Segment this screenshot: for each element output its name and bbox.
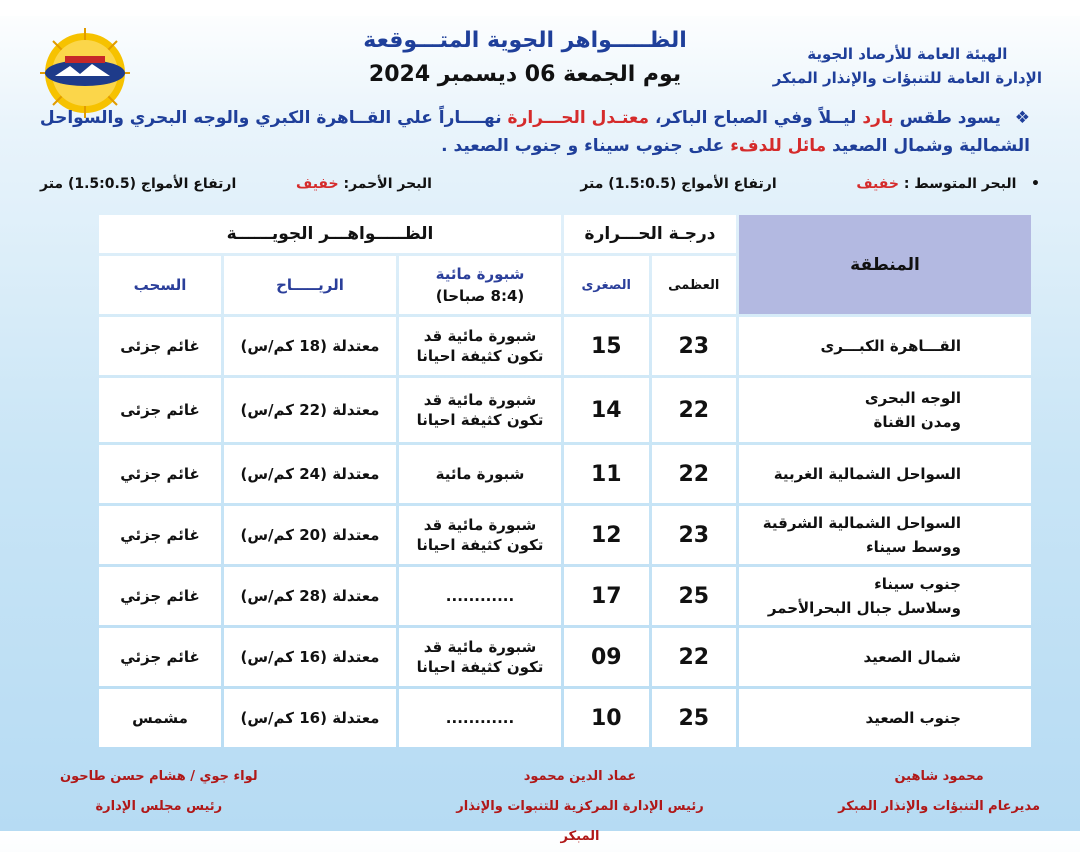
min-temp: 17: [564, 567, 649, 625]
fog-header-title: شبورة مائية: [435, 265, 525, 283]
summary-temp: معتـدل الحـــرارة: [507, 108, 650, 128]
fog-text-2: تكون كثيفة احيانا: [416, 658, 544, 676]
table-header-row: [99, 215, 1031, 253]
fog-cell: [399, 628, 561, 686]
signatory-name: محمود شاهين: [894, 769, 984, 784]
region-name: القـــاهرة الكبـــرى: [820, 337, 961, 355]
bullet-icon: •: [1021, 176, 1040, 192]
sea-label: البحر الأحمر:: [343, 176, 432, 192]
diamond-bullet-icon: ❖: [1014, 108, 1030, 128]
fog-cell: [399, 506, 561, 564]
table-row: [99, 628, 1031, 686]
region-name-2: ومدن القناة: [873, 413, 961, 431]
max-temp: 22: [652, 378, 737, 442]
signature-center: [440, 762, 720, 852]
table-row: [99, 378, 1031, 442]
signatory-name: لواء جوي / هشام حسن طاحون: [60, 769, 258, 784]
region-name: السواحل الشمالية الشرقية: [762, 514, 961, 532]
sea-label: البحر المتوسط :: [903, 176, 1017, 192]
region-name-2: ووسط سيناء: [866, 538, 961, 556]
forecast-date: يوم الجمعة 06 ديسمبر 2024: [368, 62, 682, 87]
clouds-cell: غائم جزئي: [99, 567, 221, 625]
department-name: الإدارة العامة للتنبؤات والإنذار المبكر: [772, 69, 1042, 87]
region-cell: [739, 628, 1031, 686]
fog-header-time: (8:4 صباحا): [435, 287, 525, 305]
region-name: السواحل الشمالية الغربية: [773, 465, 961, 483]
fog-cell: ............: [399, 689, 561, 747]
organization-name: الهيئة العامة للأرصاد الجوية: [807, 45, 1008, 63]
clouds-header: السحب: [99, 256, 221, 314]
phenomena-header: الظـــــواهـــر الجويــــــة: [99, 215, 561, 253]
region-cell: [739, 506, 1031, 564]
summary-text: نهــــاراً علي القــاهرة الكبري والوجه البحري والسواحل الشمالية وشمال الصعيد: [39, 108, 1030, 156]
min-temp: 11: [564, 445, 649, 503]
mediterranean-sea-status: [580, 176, 1040, 192]
table-row: [99, 567, 1031, 625]
fog-cell: [399, 378, 561, 442]
sea-state: خفيف: [856, 176, 899, 192]
min-temp: 12: [564, 506, 649, 564]
wind-cell: معتدلة (16 كم/س): [224, 689, 396, 747]
max-temp: 25: [652, 567, 737, 625]
weather-summary: [30, 104, 1030, 160]
fog-text-2: تكون كثيفة احيانا: [416, 536, 544, 554]
region-cell: [739, 567, 1031, 625]
page-title: الظـــــواهر الجوية المتـــوقعة: [363, 28, 687, 53]
clouds-cell: غائم جزئى: [99, 317, 221, 375]
fog-text: شبورة مائية قد: [423, 516, 537, 534]
clouds-cell: غائم جزئى: [99, 378, 221, 442]
signatory-title: رئيس الإدارة المركزية للتنبوات والإنذار المبكر: [456, 799, 704, 844]
clouds-cell: غائم جزئي: [99, 506, 221, 564]
signatory-title: رئيس مجلس الإدارة: [95, 799, 223, 814]
min-temp: 15: [564, 317, 649, 375]
signatory-name: عماد الدين محمود: [523, 769, 637, 784]
region-cell: [739, 378, 1031, 442]
min-temp: 14: [564, 378, 649, 442]
wave-height: ارتفاع الأمواج (1.5:0.5) متر: [580, 176, 777, 192]
clouds-cell: غائم جزئي: [99, 628, 221, 686]
table-row: [99, 445, 1031, 503]
table-row: [99, 317, 1031, 375]
min-temp: 09: [564, 628, 649, 686]
table-row: [99, 506, 1031, 564]
wind-cell: معتدلة (16 كم/س): [224, 628, 396, 686]
max-temp: 25: [652, 689, 737, 747]
region-cell: [739, 317, 1031, 375]
summary-warm: مائل للدفء: [730, 136, 827, 156]
temperature-header: درجـة الحـــرارة: [564, 215, 736, 253]
fog-text-2: تكون كثيفة احيانا: [416, 347, 544, 365]
min-temp: 10: [564, 689, 649, 747]
max-header: العظمى: [652, 256, 737, 314]
summary-text: يسود طقس: [899, 108, 1001, 128]
region-name: جنوب سيناء: [874, 575, 961, 593]
clouds-cell: مشمس: [99, 689, 221, 747]
signature-right: [838, 762, 1040, 822]
wind-cell: معتدلة (20 كم/س): [224, 506, 396, 564]
region-header: المنطقة: [739, 215, 1031, 314]
max-temp: 22: [652, 628, 737, 686]
sea-state: خفيف: [296, 176, 339, 192]
max-temp: 22: [652, 445, 737, 503]
region-name: جنوب الصعيد: [865, 709, 961, 727]
wind-cell: معتدلة (22 كم/س): [224, 378, 396, 442]
wind-cell: معتدلة (24 كم/س): [224, 445, 396, 503]
fog-text: شبورة مائية قد: [423, 638, 537, 656]
table-row: [99, 689, 1031, 747]
signature-left: [60, 762, 258, 822]
fog-cell: ............: [399, 567, 561, 625]
fog-text: شبورة مائية قد: [423, 391, 537, 409]
fog-header: [399, 256, 561, 314]
fog-cell: شبورة مائية: [399, 445, 561, 503]
organization-header: [773, 42, 1042, 90]
region-name: الوجه البحرى: [864, 389, 961, 407]
min-header: الصغرى: [564, 256, 649, 314]
max-temp: 23: [652, 317, 737, 375]
clouds-cell: غائم جزئي: [99, 445, 221, 503]
fog-cell: [399, 317, 561, 375]
wind-cell: معتدلة (28 كم/س): [224, 567, 396, 625]
fog-text-2: تكون كثيفة احيانا: [416, 411, 544, 429]
wave-height: ارتفاع الأمواج (1.5:0.5) متر: [40, 176, 237, 192]
region-cell: [739, 445, 1031, 503]
region-cell: [739, 689, 1031, 747]
region-name: شمال الصعيد: [863, 648, 961, 666]
summary-cold: بارد: [862, 108, 894, 128]
max-temp: 23: [652, 506, 737, 564]
wind-header: الريـــــاح: [224, 256, 396, 314]
signatory-title: مديرعام التنبؤات والإنذار المبكر: [838, 799, 1040, 814]
fog-text: شبورة مائية قد: [423, 327, 537, 345]
summary-text: ليــلاً وفي الصباح الباكر،: [654, 108, 857, 128]
region-name-2: وسلاسل جبال البحرالأحمر: [767, 599, 961, 617]
summary-text: على جنوب سيناء و جنوب الصعيد .: [441, 136, 725, 156]
wind-cell: معتدلة (18 كم/س): [224, 317, 396, 375]
forecast-table: [96, 212, 1034, 750]
red-sea-status: [40, 176, 432, 192]
